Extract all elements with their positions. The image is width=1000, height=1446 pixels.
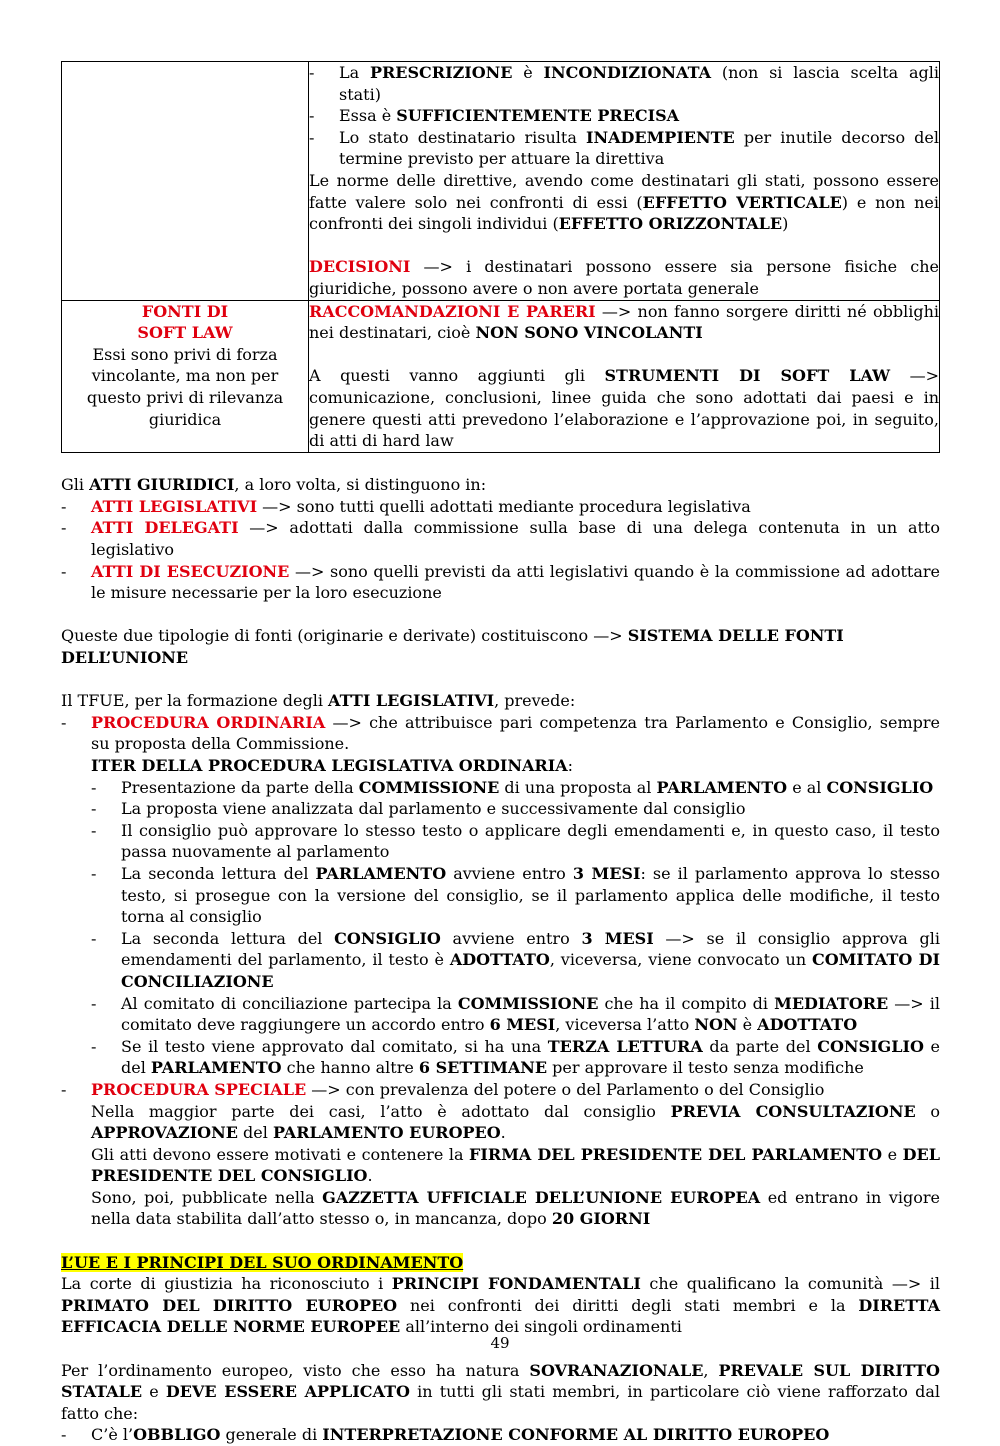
atti-list: [61, 496, 940, 604]
speciale-paragraph-1: Nella maggior parte dei casi, l’atto è adottato dal consiglio PREVIA CONSULTAZIONE o APPROVAZIONE del PARLAMENTO EUROPEO.: [91, 1101, 941, 1143]
list-item: - ATTI LEGISLATIVI —> sono tutti quelli adottati mediante procedura legislativa: [61, 496, 940, 518]
table-row: [62, 62, 940, 301]
list-item: - ATTI DELEGATI —> adottati dalla commissione sulla base di una delega contenuta in un atto legislativo: [61, 517, 940, 560]
ordinamento-paragraph: Per l’ordinamento europeo, visto che esso ha natura SOVRANAZIONALE, PREVALE SUL DIRITTO STATALE e DEVE ESSERE APPLICATO in tutti gli stati membri, in particolare ciò viene rafforzato dal fatto che:: [61, 1360, 941, 1423]
principi-paragraph: La corte di giustizia ha riconosciuto i PRINCIPI FONDAMENTALI che qualificano la comunità —> il PRIMATO DEL DIRITTO EUROPEO nei confronti dei diritti degli stati membri e la DIRETTA EFFICACIA DELLE NORME EUROPEE all’interno dei singoli ordinamenti: [61, 1274, 941, 1337]
list-item: - C’è l’OBBLIGO generale di INTERPRETAZIONE CONFORME AL DIRITTO EUROPEO: [61, 1424, 940, 1446]
list-item: - PROCEDURA ORDINARIA —> che attribuisce pari competenza tra Parlamento e Consiglio, sempre su proposta della Commissione. ITER DELLA PROCEDURA LEGISLATIVA ORDINARIA: - Presentazione da parte della COMMISSIONE di una proposta al PARLAMENTO e al CONSIGLIO - La proposta viene analizzata dal parlamento e successivamente dal consiglio - Il consiglio può approvare lo stesso testo o applicare degli emendamenti e, in questo caso, il testo passa nuovamente al parlamento - La seconda lettura del PARLAMENTO avviene entro 3 MESI: se il parlamento approva lo stesso testo, si prosegue con la versione del consiglio, se il parlamento applica delle modifiche, il testo torna al consiglio - La seconda lettura del CONSIGLIO avviene entro 3 MESI —> se il consiglio approva gli emendamenti del parlamento, il testo è ADOTTATO, viceversa, viene convocato un COMITATO DI CONCILIAZIONE - Al comitato di conciliazione partecipa la COMMISSIONE che ha il compito di MEDIATORE —> il comitato deve raggiungere un accordo entro 6 MESI, viceversa l’atto NON è ADOTTATO - Se il testo viene approvato dal comitato, si ha una TERZA LETTURA da parte del CONSIGLIO e del PARLAMENTO che hanno altre 6 SETTIMANE per approvare il testo senza modifiche: [61, 712, 940, 1079]
sources-table: [61, 61, 940, 453]
table-cell-raccomandazioni: [309, 300, 940, 452]
section-heading: L’UE E I PRINCIPI DEL SUO ORDINAMENTO: [61, 1252, 464, 1272]
list-item: - Presentazione da parte della COMMISSIONE di una proposta al PARLAMENTO e al CONSIGLIO: [91, 777, 940, 799]
atti-intro: Gli ATTI GIURIDICI, a loro volta, si distinguono in:: [61, 475, 487, 495]
list-item: - ATTI DI ESECUZIONE —> sono quelli previsti da atti legislativi quando è la commissione ad adottare le misure necessarie per la loro esecuzione: [61, 561, 940, 604]
tfue-paragraph: Il TFUE, per la formazione degli ATTI LEGISLATIVI, prevede:: [61, 691, 576, 711]
soft-law-instruments-paragraph: A questi vanno aggiunti gli STRUMENTI DI SOFT LAW —> comunicazione, conclusioni, linee guida che sono adottati dai paesi e in genere questi atti prevedono l’elaborazione e l’approvazione poi, in seguito, di atti di hard law: [309, 366, 939, 451]
list-item: - La proposta viene analizzata dal parlamento e successivamente dal consiglio: [91, 798, 940, 820]
raccomandazioni-paragraph: RACCOMANDAZIONI E PARERI —> non fanno sorgere diritti né obblighi nei destinatari, cioè NON SONO VINCOLANTI: [309, 301, 939, 343]
list-item: - Se il testo viene approvato dal comitato, si ha una TERZA LETTURA da parte del CONSIGLIO e del PARLAMENTO che hanno altre 6 SETTIMANE per approvare il testo senza modifiche: [91, 1036, 940, 1079]
list-item: - PROCEDURA SPECIALE —> con prevalenza del potere o del Parlamento o del Consiglio Nella maggior parte dei casi, l’atto è adottato dal consiglio PREVIA CONSULTAZIONE o APPROVAZIONE del PARLAMENTO EUROPEO. Gli atti devono essere motivati e contenere la FIRMA DEL PRESIDENTE DEL PARLAMENTO e DEL PRESIDENTE DEL CONSIGLIO. Sono, poi, pubblicate nella GAZZETTA UFFICIALE DELL’UNIONE EUROPEA ed entrano in vigore nella data stabilita dall’atto stesso o, in mancanza, dopo 20 GIORNI: [61, 1079, 940, 1230]
page-number: 49: [490, 1334, 510, 1352]
soft-law-title-2: SOFT LAW: [137, 323, 233, 343]
list-item: - La seconda lettura del PARLAMENTO avviene entro 3 MESI: se il parlamento approva lo stesso testo, si prosegue con la versione del consiglio, se il parlamento applica delle modifiche, il testo torna al consiglio: [91, 863, 940, 928]
table-row: [62, 300, 940, 452]
list-item: - Il consiglio può approvare lo stesso testo o applicare degli emendamenti e, in questo caso, il testo passa nuovamente al parlamento: [91, 820, 940, 863]
iter-heading: ITER DELLA PROCEDURA LEGISLATIVA ORDINARIA:: [91, 756, 574, 775]
table-cell-soft-law: [62, 300, 309, 452]
speciale-paragraph-2: Gli atti devono essere motivati e contenere la FIRMA DEL PRESIDENTE DEL PARLAMENTO e DEL PRESIDENTE DEL CONSIGLIO.: [91, 1144, 940, 1186]
sistema-paragraph: Queste due tipologie di fonti (originarie e derivate) costituiscono —> SISTEMA DELLE FONTI DELL’UNIONE: [61, 626, 844, 668]
soft-law-title: FONTI DI: [141, 301, 229, 321]
iter-steps-list: [91, 777, 940, 1079]
list-item: - Lo stato destinatario risulta INADEMPIENTE per inutile decorso del termine previsto per attuare la direttiva: [309, 127, 939, 170]
list-item: - Al comitato di conciliazione partecipa la COMMISSIONE che ha il compito di MEDIATORE —> il comitato deve raggiungere un accordo entro 6 MESI, viceversa l’atto NON è ADOTTATO: [91, 993, 940, 1036]
table-cell-direttive: [309, 62, 940, 301]
list-item: - La PRESCRIZIONE è INCONDIZIONATA (non si lascia scelta agli stati): [309, 62, 939, 105]
speciale-paragraph-3: Sono, poi, pubblicate nella GAZZETTA UFFICIALE DELL’UNIONE EUROPEA ed entrano in vigore nella data stabilita dall’atto stesso o, in mancanza, dopo 20 GIORNI: [91, 1187, 940, 1229]
document-page: [61, 61, 940, 1446]
procedure-list: [61, 712, 940, 1230]
list-item: - La seconda lettura del CONSIGLIO avviene entro 3 MESI —> se il consiglio approva gli emendamenti del parlamento, il testo è ADOTTATO, viceversa, viene convocato un COMITATO DI CONCILIAZIONE: [91, 928, 940, 993]
soft-law-description: Essi sono privi di forza vincolante, ma non per questo privi di rilevanza giuridica: [86, 344, 284, 429]
decisioni-paragraph: DECISIONI —> i destinatari possono essere sia persone fisiche che giuridiche, possono avere o non avere portata generale: [309, 257, 939, 298]
direttive-conditions-list: [309, 62, 939, 170]
list-item: - Essa è SUFFICIENTEMENTE PRECISA: [309, 105, 939, 127]
table-cell-empty: [62, 62, 309, 301]
obbligo-list: [61, 1424, 940, 1446]
effetto-paragraph: Le norme delle direttive, avendo come destinatari gli stati, possono essere fatte valere solo nei confronti di essi (EFFETTO VERTICALE) e non nei confronti dei singoli individui (EFFETTO ORIZZONTALE): [309, 170, 939, 234]
